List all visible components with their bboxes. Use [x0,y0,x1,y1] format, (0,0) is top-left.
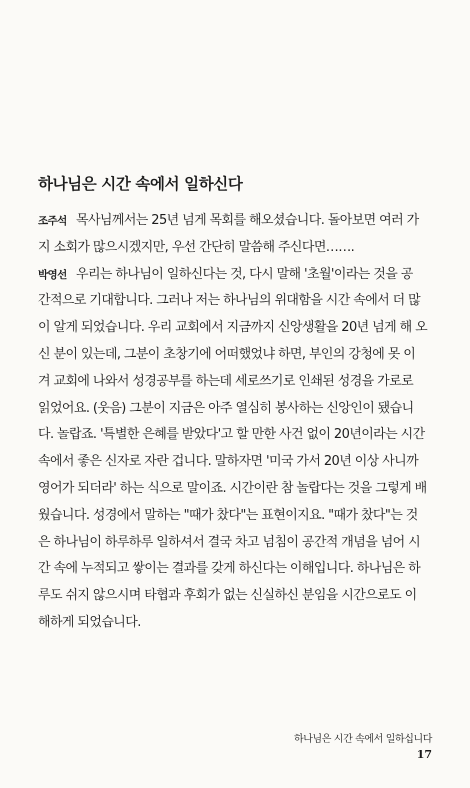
text-line: 신 분이 있는데, 그분이 초창기에 어떠했었냐 하면, 부인의 강청에 못 이 [38,346,416,362]
text-line: 겨 교회에 나와서 성경공부를 하는데 세로쓰기로 인쇄된 성경을 가로로 [38,373,414,389]
line-text: 우리는 하나님이 일하신다는 것, 다시 말해 '초월'이라는 것을 공 [76,266,413,282]
speaker-label: 박영선 [38,268,67,281]
section-heading: 하나님은 시간 속에서 일하신다 [38,175,243,193]
text-line: 간적으로 기대합니다. 그러나 저는 하나님의 위대함을 시간 속에서 더 많 [38,293,421,309]
text-line: 영어가 되더라' 하는 식으로 말이죠. 시간이란 참 놀랍다는 것을 그렇게 배 [38,480,427,496]
text-line: 루도 쉬지 않으시며 타협과 후회가 없는 신실하신 분임을 시간으로도 이 [38,588,417,604]
page-number: 17 [416,748,432,761]
interview-text [38,208,440,637]
text-line: 간 속에 누적되고 쌓이는 결과를 갖게 하신다는 이해입니다. 하나님은 하 [38,561,421,577]
running-head: 하나님은 시간 속에서 일하십니다 [294,734,432,745]
text-line: 은 하나님이 하루하루 일하셔서 결국 차고 넘침이 공간적 개념을 넘어 시 [38,534,421,550]
speaker-label: 조주석 [38,215,67,227]
text-line: 웠습니다. 성경에서 말하는 "때가 찼다"는 표현이지요. "때가 찼다"는 것 [38,507,418,523]
line-text: 목사님께서는 25년 넘게 목회를 해오셨습니다. 돌아보면 여러 가 [76,213,419,228]
text-line [38,208,440,235]
text-line: 해하게 되었습니다. [38,614,141,630]
text-line: 읽었어요. (웃음) 그분이 지금은 아주 열심히 봉사하는 신앙인이 됐습니 [38,400,414,416]
text-line: 다. 놀랍죠. '특별한 은혜를 받았다'고 할 만한 사건 없이 20년이라는 시간 [38,427,425,443]
text-line: 속에서 좋은 신자로 자란 겁니다. 말하자면 '미국 가서 20년 이상 사니까 [38,454,419,470]
text-line: 이 알게 되었습니다. 우리 교회에서 지금까지 신앙생활을 20년 넘게 해 오 [38,320,428,336]
text-line [38,262,440,289]
text-line: 지 소회가 많으시겠지만, 우선 간단히 말씀해 주신다면……. [38,239,355,255]
